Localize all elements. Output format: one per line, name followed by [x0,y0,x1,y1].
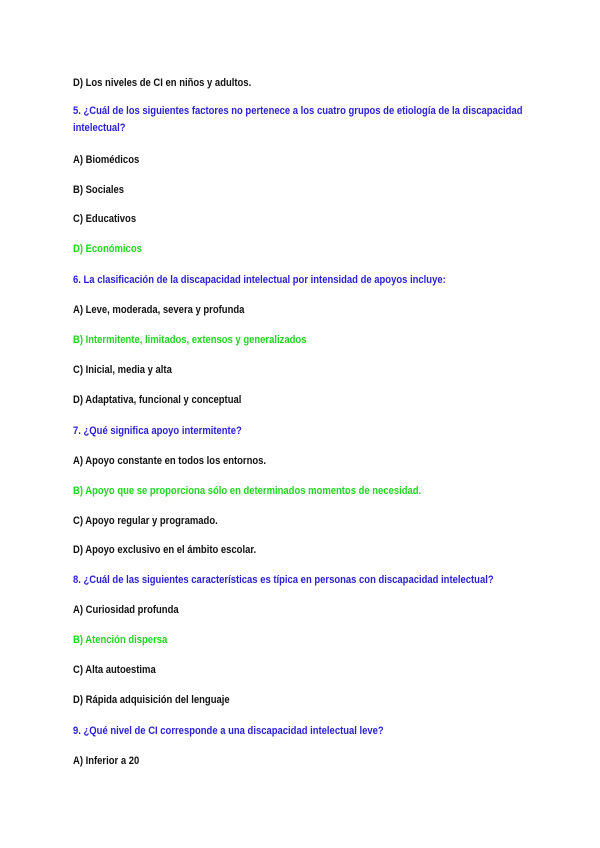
answer-option: D) Adaptativa, funcional y conceptual [73,394,242,406]
question-8 [73,573,494,587]
answer-option: C) Alta autoestima [73,664,156,676]
question-number: 9. [73,725,81,737]
question-number: 6. [73,274,81,286]
question-number: 8. [73,574,81,586]
question-number: 7. [73,425,81,437]
question-5-continuation: intelectual? [73,122,126,134]
answer-option: B) Sociales [73,184,125,196]
answer-option: A) Apoyo constante en todos los entornos. [73,455,267,467]
answer-option: A) Inferior a 20 [73,755,140,767]
answer-option: C) Apoyo regular y programado. [73,515,218,527]
correct-answer-option: B) Apoyo que se proporciona sólo en determinados momentos de necesidad. [73,485,422,497]
question-text: ¿Cuál de las siguientes características es típica en personas con discapacidad intelectual? [80,574,494,586]
question-text: ¿Cuál de los siguientes factores no pertenece a los cuatro grupos de etiología de la discapacidad [80,105,523,117]
correct-answer-option: B) Intermitente, limitados, extensos y generalizados [73,334,307,346]
question-text: ¿Qué significa apoyo intermitente? [80,425,242,437]
question-text: ¿Qué nivel de CI corresponde a una discapacidad intelectual leve? [80,725,384,737]
question-5 [73,104,522,118]
correct-answer-option: D) Económicos [73,243,142,255]
question-9 [73,724,384,738]
correct-answer-option: B) Atención dispersa [73,634,168,646]
answer-option: C) Inicial, media y alta [73,364,172,376]
answer-option: D) Apoyo exclusivo en el ámbito escolar. [73,544,257,556]
question-7 [73,424,242,438]
question-text: La clasificación de la discapacidad intelectual por intensidad de apoyos incluye: [80,274,446,286]
answer-option: A) Biomédicos [73,154,140,166]
question-number: 5. [73,105,81,117]
answer-option: D) Rápida adquisición del lenguaje [73,694,230,706]
answer-option: C) Educativos [73,213,137,225]
question-6 [73,273,446,287]
answer-option: D) Los niveles de CI en niños y adultos. [73,77,252,89]
answer-option: A) Curiosidad profunda [73,604,179,616]
answer-option: A) Leve, moderada, severa y profunda [73,304,245,316]
